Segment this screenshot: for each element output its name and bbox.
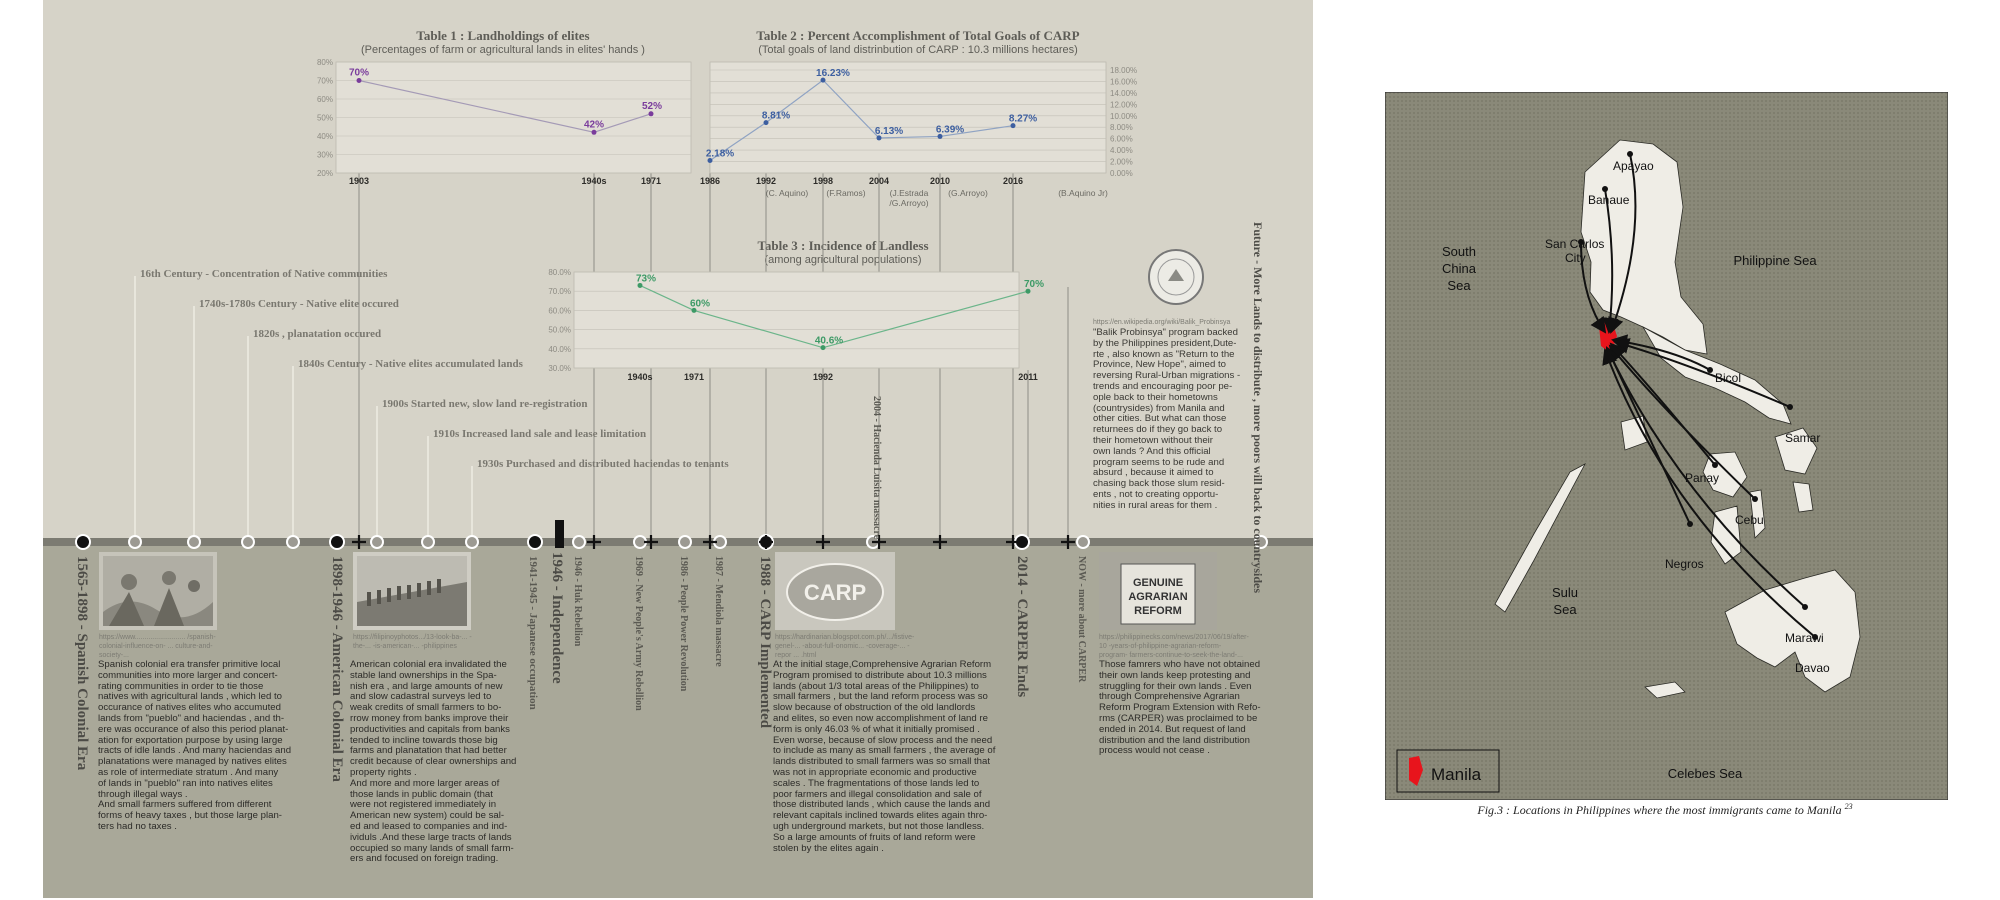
label-bicol: Bicol [1715,371,1742,385]
x-tick-label: 1903 [348,176,370,186]
paragraph-line: And small farmers suffered from different [98,799,272,811]
data-label: 52% [641,100,663,112]
american-era-paragraph [350,660,535,865]
paragraph-line: rms (CARPER) was proclaimed to be [1099,712,1258,724]
marker-1910s [422,536,434,548]
event-mendiola-massacre: 1987 - Mendiola massacre [713,556,724,667]
marker-1565 [76,535,90,549]
event-npa-rebellion: 1969 - New People's Army Rebellion [633,556,644,711]
label-cebu: Cebu [1735,513,1764,527]
paragraph-line: communities into more larger and concert- [98,669,278,681]
paragraph-line: Reform Program Extension with Refo- [1099,702,1261,714]
paragraph-line: through illegal ways . [98,788,188,800]
paragraph-line: and elites, so even now accomplishment of land re [773,712,988,724]
paragraph-line: Province, New Hope", aimed to [1093,359,1226,371]
paragraph-line: by the Philippines president,Dute- [1093,337,1237,349]
table1-title: Table 1 : Landholdings of elites [416,28,590,43]
spanish-era-illustration [99,552,217,630]
legend-manila: Manila [1431,765,1482,784]
paragraph-line: So a large amounts of fruits of land reform were [773,831,976,843]
paragraph-line: Program promised to distribute about 10.3 millions [773,669,987,681]
paragraph-line: distribution and the land distribution [1099,734,1250,746]
data-label: 8.27% [1008,113,1038,125]
carp-paragraph [773,660,1018,854]
event-16th-century: 16th Century - Concentration of Native communities [140,268,388,280]
protest-sign-photo [1099,552,1217,630]
era-spanish-colonial: 1565-1898 - Spanish Colonial Era [74,556,90,771]
paragraph-line: of lands in "pueblo" ran into natives elites [98,777,273,789]
now-paragraph [1099,660,1279,757]
era-independence: 1946 - Independence [549,552,565,684]
paragraph-line: Even worse, because of slow process and the need [773,734,993,746]
label-south-china-3: Sea [1447,278,1471,293]
paragraph-line: ers and focused on foreign trading. [350,853,499,865]
y-tick-label: 60.0% [548,306,571,316]
table2-title: Table 2 : Percent Accomplishment of Total Goals of CARP [756,28,1080,43]
paragraph-line: planatations were managed by natives elites [98,756,287,768]
label-san-carlos: San Carlos [1545,237,1605,251]
marker-1820s [242,536,254,548]
y-tick-label: 50% [316,113,333,123]
x-tick-label: 2004 [868,176,890,186]
paragraph-line: slow because of obstruction of the old landlords [773,702,976,714]
label-negros: Negros [1665,557,1704,571]
paragraph-line: relevant capitals inclined towards elites again thro- [773,810,988,822]
paragraph-line: their hometown without their [1093,434,1213,446]
data-label: 40.6% [814,335,844,347]
timeline-markers [76,520,1267,549]
label-celebes: Celebes Sea [1667,766,1743,781]
data-label: 2.18% [705,148,735,160]
president-label: (C. Aquino) [765,188,809,198]
paragraph-line: ugh underground markets, but not those landless. [773,820,985,832]
paragraph-line: weak credits of small farmers to bo- [350,702,502,714]
x-tick-label: 2011 [1018,372,1038,382]
data-label: 60% [689,298,711,310]
y-tick-label: 30% [316,150,333,160]
data-point [592,130,597,135]
paragraph-line: chasing back those slum resid- [1093,478,1225,490]
paragraph-line: tracts of idle lands . And many haciendas and [98,745,292,757]
marker-1840s [287,536,299,548]
label-philippine-sea: Philippine Sea [1733,253,1817,268]
paragraph-line: Those famrers who have not obtained [1099,659,1261,670]
data-label: 8.81% [761,110,791,122]
sign-line-1: GENUINE [1132,577,1184,589]
paragraph-line: stolen by the elites again . [773,842,884,854]
paragraph-line: lands distributed to small farmers was so small that [773,756,991,768]
caption-footnote: 23 [1844,802,1853,811]
data-label: 70% [348,67,370,79]
paragraph-line: tended to incline towards those big [350,734,498,746]
era-japanese-occupation: 1941-1945 - Japanese occupation [527,556,539,710]
event-1900s: 1900s Started new, slow land re-registration [382,398,588,410]
president-label: (J.Estrada [889,188,929,198]
paragraph-line: trends and encouraging poor pe- [1093,380,1233,392]
paragraph-line: those lands in public domain (that [350,788,493,800]
paragraph-line: rte , also known as "Return to the [1093,348,1235,360]
paragraph-line: rating communities in order to tie those [98,680,264,692]
y-tick-label: 12.00% [1110,100,1138,110]
data-label: 6.13% [874,125,904,137]
y-tick-label: 40% [316,132,333,141]
x-tick-label: 1992 [812,372,834,382]
paragraph-line: poor farmers and illegal consolidation and sale of [773,788,982,800]
x-tick-label: 1971 [640,176,662,186]
paragraph-line: small farmers , but the land reform process was so [773,691,988,703]
paragraph-line: program seems to be rude and [1093,456,1225,468]
marker-huk [573,536,585,548]
label-marawi: Marawi [1785,631,1824,645]
paragraph-line: other cities. But what can those [1093,413,1227,425]
data-label: 16.23% [816,68,850,80]
paragraph-line: ents , not to creating opportu- [1093,488,1219,500]
paragraph-line: nish era , and large amounts of new [350,680,503,692]
data-point [649,111,654,116]
paragraph-line: property rights . [350,766,417,778]
event-huk-rebellion: 1946 - Huk Rebellion [572,556,583,647]
paragraph-line: was not in appropriate economic and productive [773,766,977,778]
map-caption [1385,802,1945,818]
paragraph-line: occupied so many lands of small farm- [350,842,514,854]
table3-chart [548,268,1044,382]
x-tick-label: 1986 [699,176,721,186]
paragraph-line: process would not cease . [1099,745,1210,757]
y-tick-label: 18.00% [1110,66,1138,75]
paragraph-line: credit because of clear ownerships and [350,756,517,768]
paragraph-line: were not registered immediately in [350,799,497,811]
label-south-china-2: China [1442,261,1476,276]
paragraph-line: Spanish colonial era transfer primitive local [98,659,281,670]
paragraph-line: returnees do if they go back to [1093,424,1223,436]
paragraph-line: (countrysides) from Manila and [1093,402,1225,414]
marker-1900s [371,536,383,548]
marker-now [1077,536,1089,548]
y-tick-label: 30.0% [548,364,571,373]
paragraph-line: ation for exportation purpose by using large [98,734,283,746]
spanish-source-url: https://www.......................... /spanish-colonial-influence-on- ... culture-and-society-... [99,634,216,659]
paragraph-line: "Balik Probinsya" program backed [1093,327,1238,338]
y-tick-label: 16.00% [1110,77,1138,87]
event-1910s: 1910s Increased land sale and lease limitation [433,428,647,440]
now-label: NOW - more about CARPER [1076,556,1087,683]
data-point [357,78,362,83]
paragraph-line: ended in 2014. But request of land [1099,723,1246,735]
table2-presidents [766,188,1108,208]
paragraph-line: reversing Rural-Urban migrations - [1093,370,1241,382]
y-tick-label: 10.00% [1110,111,1138,121]
marker-16th [129,536,141,548]
y-tick-label: 6.00% [1110,134,1133,144]
x-tick-label: 1971 [683,372,705,382]
marker-1930s [466,536,478,548]
label-apayao: Apayao [1613,159,1654,173]
marker-1941 [528,535,542,549]
president-label: /G.Arroyo) [889,198,929,208]
label-banaue: Banaue [1588,193,1630,207]
paragraph-line: ed and leased to companies and ind- [350,820,508,832]
paragraph-line: absurd , because it aimed to [1093,467,1214,479]
paragraph-line: own lands ? And this official [1093,445,1211,457]
balik-probinsya-paragraph [1093,328,1273,512]
spanish-era-paragraph [98,660,313,833]
balik-probinsya-seal [1138,247,1214,307]
paragraph-line: ople back to their hometowns [1093,391,1218,403]
y-tick-label: 40.0% [548,344,571,354]
chart-year-plus-markers [352,535,1075,549]
paragraph-line: ters had no taxes . [98,820,177,832]
label-davao: Davao [1795,661,1830,675]
x-tick-label: 1998 [812,176,834,186]
y-tick-label: 50.0% [548,325,571,335]
paragraph-line: to include as many as small farmers , the average of [773,745,996,757]
paragraph-line: and slow cadastral surveys led to [350,691,492,703]
table3-subtitle: (among agricultural populations) [764,254,922,266]
president-label: (F.Ramos) [826,188,866,198]
y-tick-label: 4.00% [1110,146,1133,156]
x-tick-label: 1940s [627,372,653,382]
label-samar: Samar [1785,431,1821,445]
event-1820s: 1820s , planatation occured [253,328,382,340]
data-label: 42% [583,119,605,131]
paragraph-line: stable land ownerships in the Spa- [350,669,497,681]
caption-text: Fig.3 : Locations in Philippines where the most immigrants came to Manila [1477,803,1842,817]
balik-source-url: https://en.wikipedia.org/wiki/Balik_Probinsya [1093,319,1231,326]
paragraph-line: form is only 46.03 % of what it initially promised . [773,723,980,735]
paragraph-line: through Comprehensive Agrarian [1099,691,1240,703]
paragraph-line: ere was occurance of also this period planat- [98,723,289,735]
event-1740s: 1740s-1780s Century - Native elite occured [199,298,399,310]
paragraph-line: And more and more larger areas of [350,777,500,789]
american-source-url: https://filipinoyphotos.../13-look-ba-... -the-... -is-american-... -philippines [353,634,472,650]
sign-line-3: REFORM [1134,605,1182,617]
y-tick-label: 20% [316,169,333,178]
paragraph-line: natives with agricultural lands , which led to [98,691,282,703]
data-label: 73% [635,273,657,285]
timeline-poster [43,0,1313,898]
table3-title: Table 3 : Incidence of Landless [757,238,929,253]
paragraph-line: ividuls .And these large tracts of lands [350,831,512,843]
paragraph-line: occurance of natives elites who accumuted [98,702,281,714]
era-american-colonial: 1898-1946 - American Colonial Era [329,556,345,782]
paragraph-line: nities in rural areas for them . [1093,499,1218,511]
label-sulu-2: Sea [1553,602,1577,617]
label-south-china-1: South [1442,244,1476,259]
marker-1986 [679,536,691,548]
paragraph-line: American colonial era invalidated the [350,659,507,670]
sign-line-2: AGRARIAN [1128,591,1188,603]
y-tick-label: 80.0% [548,268,571,277]
paragraph-line: farms and planatation that had better [350,745,507,757]
carp-logo-text: CARP [803,580,867,605]
era-carp-implemented: 1988 - CARP Implemented [757,556,773,729]
paragraph-line: those distributed lands , which cause the lands and [773,799,991,811]
president-label: (B.Aquino Jr) [1058,188,1108,198]
paragraph-line: rrow money from banks improve their [350,712,509,724]
american-era-photo [353,552,471,630]
marker-1740s [188,536,200,548]
carp-logo-image [775,552,895,630]
label-panay: Panay [1685,471,1720,485]
table1-subtitle: (Percentages of farm or agricultural lands in elites' hands ) [361,44,645,56]
paragraph-line: At the initial stage,Comprehensive Agrarian Reform [773,659,992,670]
y-tick-label: 14.00% [1110,88,1138,98]
now-source-url: https://philippinecks.com/news/2017/06/19/after-10 -years-of-philippine-agrarian-reform-program- farmers-continue-to-seek-the-land-... [1099,634,1249,659]
paragraph-line: American new system) could be sal- [350,810,505,822]
table2-subtitle: (Total goals of land distrinbution of CARP : 10.3 millions hectares) [758,44,1078,56]
paragraph-line: as role of intermediate stratum . And many [98,766,279,778]
y-tick-label: 8.00% [1110,123,1133,133]
y-tick-label: 2.00% [1110,157,1133,167]
y-tick-label: 70% [316,76,333,86]
paragraph-line: their own lands keep protesting and [1099,669,1251,681]
event-1930s: 1930s Purchased and distributed haciendas to tenants [477,458,729,470]
paragraph-line: lands (about 1/3 total areas of the Philippines) to [773,680,979,692]
paragraph-line: lands from "pueblo" and haciendas , and th- [98,712,285,724]
y-tick-label: 70.0% [548,287,571,297]
y-tick-label: 0.00% [1110,169,1133,178]
paragraph-line: productivities and capitals from banks [350,723,510,735]
label-city: City [1565,251,1586,265]
president-label: (G.Arroyo) [948,188,988,198]
x-tick-label: 2016 [1002,176,1024,186]
event-hacienda-luisita: 2004 - Hacienda Luisita massacre [871,396,882,540]
marker-1946-bar [555,520,564,548]
future-label: Future - More Lands to distribute , more poors will back to countrysides [1251,222,1265,593]
data-label: 70% [1023,279,1045,291]
x-tick-label: 2010 [929,176,951,186]
carp-source-url: https://hardinarian.blogspot.com.ph/.../fistive-genel-... -about-full-onomic... -coverage-... -repor ... .html [775,634,915,659]
paragraph-line: struggling for their own lands . Even [1099,680,1252,692]
y-tick-label: 80% [316,58,333,67]
paragraph-line: scales . The fragmentations of those lands led to [773,777,980,789]
data-label: 6.39% [935,124,965,136]
marker-1898 [330,535,344,549]
paragraph-line: forms of heavy taxes , but those large plan- [98,810,282,822]
philippines-map [1385,92,1948,800]
table1-chart [317,58,691,186]
label-sulu-1: Sulu [1551,585,1579,600]
event-people-power: 1986 - People Power Revolution [678,556,689,692]
era-carper-ends: 2014 - CARPER Ends [1014,556,1030,698]
event-1840s: 1840s Century - Native elites accumulated lands [298,358,523,370]
x-tick-label: 1992 [755,176,777,186]
y-tick-label: 60% [316,95,333,104]
x-tick-label: 1940s [581,176,607,186]
